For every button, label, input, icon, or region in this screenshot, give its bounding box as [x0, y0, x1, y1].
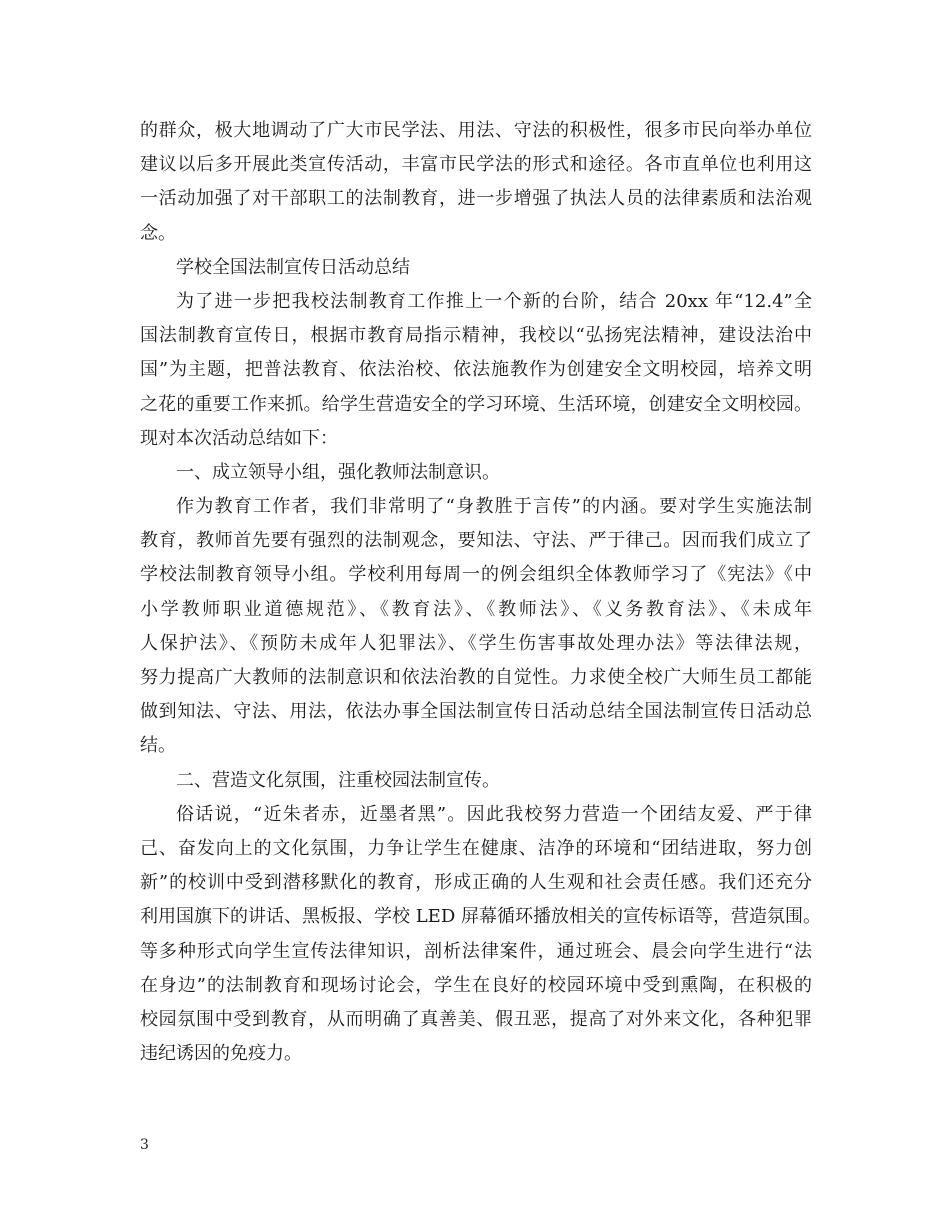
text-line: 的群众，极大地调动了广大市民学法、用法、守法的积极性，很多市民向举办单位: [140, 120, 812, 141]
text-line: 人保护法》、《预防未成年人犯罪法》、《学生伤害事故处理办法》等法律法规，: [140, 632, 812, 654]
text-line: 作为教育工作者，我们非常明了“身教胜于言传”的内涵。要对学生实施法制: [176, 496, 812, 518]
text-line: 等多种形式向学生宣传法律知识，剖析法律案件，通过班会、晨会向学生进行“法: [140, 940, 812, 962]
text-line: 新”的校训中受到潜移默化的教育，形成正确的人生观和社会责任感。我们还充分: [140, 872, 812, 894]
text-line: 努力提高广大教师的法制意识和依法治教的自觉性。力求使全校广大师生员工都能: [140, 667, 812, 688]
text-line: 二、营造文化氛围，注重校园法制宣传。: [176, 769, 500, 791]
text-line: 己、奋发向上的文化氛围，力争让学生在健康、洁净的环境和“团结进取，努力创: [140, 837, 812, 859]
page-number: 3: [140, 1137, 149, 1153]
text-line: 违纪诱因的免疫力。: [140, 1043, 302, 1065]
text-line: 在身边”的法制教育和现场讨论会，学生在良好的校园环境中受到熏陶，在积极的: [140, 974, 812, 996]
text-line: 国法制教育宣传日，根据市教育局指示精神，我校以“弘扬宪法精神，建设法治中: [140, 325, 812, 347]
text-line: 现对本次活动总结如下：: [140, 427, 338, 449]
text-line: 学校全国法制宣传日活动总结: [176, 256, 410, 278]
text-line: 结。: [140, 735, 176, 757]
text-line: 之花的重要工作来抓。给学生营造安全的学习环境、生活环境，创建安全文明校园。: [140, 393, 812, 415]
text-line: 学校法制教育领导小组。学校利用每周一的例会组织全体教师学习了《宪法》《中: [140, 564, 812, 586]
text-line: 教育，教师首先要有强烈的法制观念，要知法、守法、严于律己。因而我们成立了: [140, 530, 812, 552]
text-line: 一活动加强了对干部职工的法制教育，进一步增强了执法人员的法律素质和法治观: [140, 188, 812, 210]
text-line: 小学教师职业道德规范》、《教育法》、《教师法》、《义务教育法》、《未成年: [140, 598, 812, 620]
text-line: 国”为主题，把普法教育、依法治校、依法施教作为创建安全文明校园，培养文明: [140, 359, 812, 381]
text-line: 利用国旗下的讲话、黑板报、学校 LED 屏幕循环播放相关的宣传标语等，营造氛围。: [140, 906, 821, 928]
text-line: 做到知法、守法、用法，依法办事全国法制宣传日活动总结全国法制宣传日活动总: [140, 701, 812, 723]
text-line: 念。: [140, 222, 176, 244]
text-line: 为了进一步把我校法制教育工作推上一个新的台阶，结合 20xx 年“12.4”全: [176, 290, 812, 312]
document-body: [140, 114, 821, 1071]
text-line: 建议以后多开展此类宣传活动，丰富市民学法的形式和途径。各市直单位也利用这: [140, 154, 812, 176]
text-line: 校园氛围中受到教育，从而明确了真善美、假丑恶，提高了对外来文化，各种犯罪: [140, 1008, 812, 1030]
text-line: 俗话说，“近朱者赤，近墨者黑”。因此我校努力营造一个团结友爱、严于律: [176, 803, 812, 825]
text-line: 一、成立领导小组，强化教师法制意识。: [176, 461, 500, 483]
